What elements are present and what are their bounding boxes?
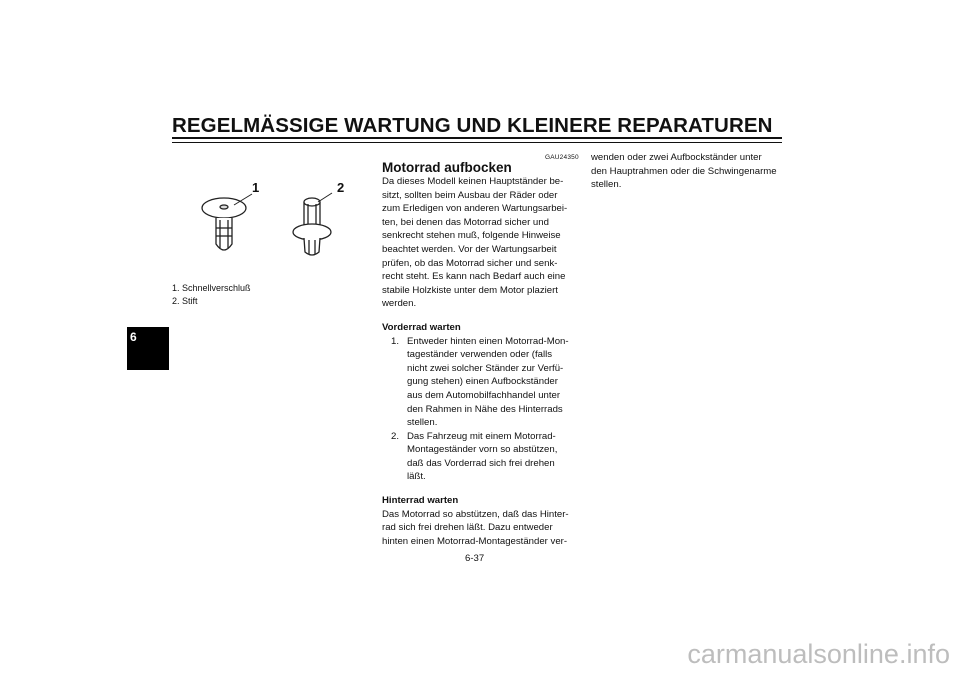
intro-line: ten, bei denen das Motorrad sicher und bbox=[382, 216, 549, 228]
rear-line: Das Motorrad so abstützen, daß das Hinter- bbox=[382, 508, 569, 520]
right-column-line: wenden oder zwei Aufbockständer unter bbox=[591, 152, 762, 163]
front-wheel-subheading: Vorderrad warten bbox=[382, 321, 461, 333]
right-column-line: den Hauptrahmen oder die Schwingenarme bbox=[591, 165, 777, 177]
intro-line: Da dieses Modell keinen Hauptständer be- bbox=[382, 176, 564, 187]
list-item-line: den Rahmen in Nähe des Hinterrads bbox=[407, 403, 563, 415]
list-item-line: nicht zwei solcher Ständer zur Verfü- bbox=[407, 362, 564, 374]
left-text-column bbox=[382, 175, 582, 548]
rear-line: rad sich frei drehen läßt. Dazu entweder bbox=[382, 522, 553, 534]
figure-caption bbox=[172, 282, 251, 308]
right-column-line: stellen. bbox=[591, 179, 622, 191]
intro-line: zum Erledigen von anderen Wartungsarbei- bbox=[382, 203, 568, 215]
intro-line: senkrecht stehen muß, folgende Hinweise bbox=[382, 230, 561, 242]
pin-drawing bbox=[293, 198, 331, 255]
callout-leader-2 bbox=[318, 193, 332, 202]
intro-line: sitzt, sollten beim Ausbau der Räder oder bbox=[382, 189, 558, 201]
right-text-column bbox=[591, 151, 791, 192]
list-item-number: 2. bbox=[391, 430, 400, 442]
caption-item-2: 2. Stift bbox=[172, 296, 198, 306]
list-item-line: Entweder hinten einen Motorrad-Mon- bbox=[407, 335, 569, 347]
intro-line: recht steht. Es kann nach Bedarf auch eine bbox=[382, 271, 566, 283]
list-item-line: daß das Vorderrad sich frei drehen bbox=[407, 457, 555, 469]
list-item-line: Das Fahrzeug mit einem Motorrad- bbox=[407, 430, 556, 442]
rear-line: hinten einen Motorrad-Montageständer ver- bbox=[382, 535, 568, 547]
intro-line: prüfen, ob das Motorrad sicher und senk- bbox=[382, 257, 558, 269]
intro-line: werden. bbox=[382, 298, 417, 310]
list-item-number: 1. bbox=[391, 335, 400, 347]
intro-line: stabile Holzkiste unter dem Motor plaziert bbox=[382, 284, 558, 296]
list-item-line: stellen. bbox=[407, 417, 438, 429]
watermark: carmanualsonline.info bbox=[687, 639, 950, 669]
list-item-line: tageständer verwenden oder (falls bbox=[407, 349, 553, 361]
caption-item-1: 1. Schnellverschluß bbox=[172, 283, 251, 293]
list-item-line: läßt. bbox=[407, 471, 426, 483]
list-item-line: gung stehen) einen Aufbockständer bbox=[407, 376, 558, 388]
list-item-line: aus dem Automobilfachhandel unter bbox=[407, 389, 561, 401]
section-heading: Motorrad aufbocken bbox=[382, 160, 512, 175]
list-item-line: Montageständer vorn so abstützen, bbox=[407, 444, 558, 456]
list-item bbox=[382, 430, 582, 484]
rear-wheel-subheading: Hinterrad warten bbox=[382, 495, 459, 507]
intro-paragraph bbox=[382, 175, 582, 311]
quick-fastener-drawing bbox=[202, 198, 246, 250]
section-code: GAU24350 bbox=[545, 154, 579, 161]
fastener-figure bbox=[182, 168, 372, 278]
list-item bbox=[382, 335, 582, 430]
callout-2: 2 bbox=[337, 180, 345, 195]
header-rule-thin bbox=[172, 142, 782, 143]
page-number: 6-37 bbox=[465, 553, 485, 564]
callout-1: 1 bbox=[252, 180, 260, 195]
chapter-tab-number: 6 bbox=[130, 330, 137, 344]
page-title: REGELMÄSSIGE WARTUNG UND KLEINERE REPARATUREN bbox=[172, 114, 773, 137]
intro-line: beachtet werden. Vor der Wartungsarbeit bbox=[382, 243, 557, 255]
header-rule-thick bbox=[172, 137, 782, 139]
chapter-tab bbox=[127, 327, 169, 370]
